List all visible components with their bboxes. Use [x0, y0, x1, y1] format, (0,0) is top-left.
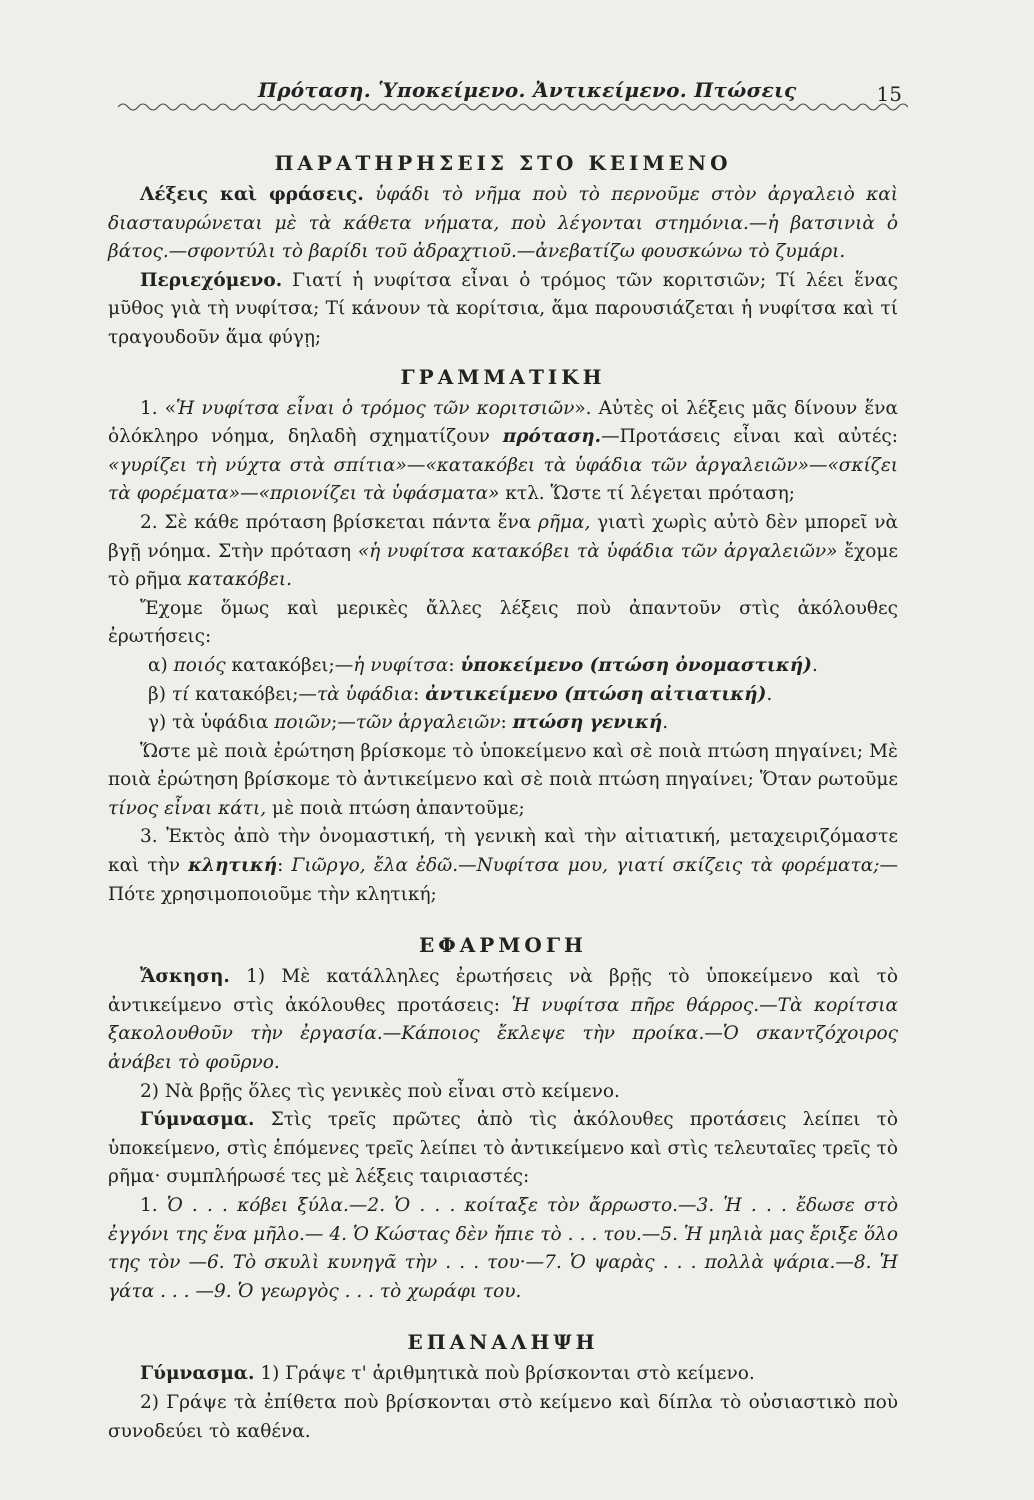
examples-run: Γιῶργο, ἔλα ἐδῶ.—Νυφίτσα μου, γιατί σκίζεις τὰ φορέματα;: [291, 855, 880, 877]
grammar-paragraph-2: [108, 509, 898, 595]
text-run: :: [500, 712, 513, 734]
text-run: ἔχομε τὸ ρῆμα: [108, 540, 899, 591]
gymnasma-paragraph: [108, 1106, 898, 1192]
text-run: 1) Μὲ κατάλληλες ἐρωτήσεις νὰ βρῇς τὸ ὑποκείμενο καὶ τὸ ἀντικείμενο στὶς ἀκόλουθες προτάσεις:: [108, 966, 898, 1016]
term-run: πτώση γενική: [512, 712, 663, 734]
term-run: πρόταση.: [502, 426, 602, 448]
text-run: 1.: [140, 1195, 167, 1216]
examples-run: «γυρίζει τὴ νύχτα στὰ σπίτια»—«κατακόβει τὰ ὑφάδια τῶν ἀργαλειῶν»—«σκίζει τὰ φορέματα»—«πριονίζει τὰ ὑφάσματα»: [108, 454, 898, 505]
qa-line-a: [108, 652, 898, 681]
text-run: 3. Ἐκτὸς ἀπὸ τὴν ὀνομαστική, τὴ γενικὴ καὶ τὴν αἰτιατική, μεταχειριζόμαστε καὶ τὴν: [108, 826, 898, 877]
review-heading: ΕΠΑΝΑΛΗΨΗ: [407, 1330, 599, 1355]
answer-run: ἡ νυφίτσα: [353, 654, 449, 676]
review-item-1: [108, 1360, 898, 1389]
grammar-paragraph-5: [108, 823, 898, 909]
text-run: .: [766, 683, 773, 705]
text-run: —Πότε χρησιμοποιοῦμε τὴν κλητική;: [108, 855, 898, 905]
items-run: Ὁ . . . κόβει ξύλα.—2. Ὁ . . . κοίταξε τὸν ἄρρωστο.—3. Ἡ . . . ἔδωσε στὸ ἐγγόνι της ἕνα μῆλο.— 4. Ὁ Κώστας δὲν ἤπιε τὸ . . . του.—5. Ἡ μηλιὰ μας ἔριξε ὅλο της τὸν —6. Τὸ σκυλὶ κυνηγᾶ τὴν . . . του·—7. Ὁ ψαρὰς . . . πολλὰ ψάρια.—8. Ἡ γάτα . . . —9. Ὁ γεωργὸς . . . τὸ χωράφι του.: [108, 1195, 898, 1302]
answer-run: τῶν ἀργαλειῶν: [355, 712, 501, 734]
words-paragraph: [108, 181, 898, 267]
qa-line-c: [108, 709, 898, 738]
text-run: μὲ ποιὰ πτώση ἀπαντοῦμε;: [266, 797, 525, 819]
grammar-heading: ΓΡΑΜΜΑΤΙΚΗ: [400, 364, 606, 389]
text-run: —Προτάσεις εἶναι καὶ αὐτές:: [601, 426, 898, 448]
page-header: [118, 78, 908, 118]
content-paragraph: [108, 267, 898, 353]
term-run: ρῆμα,: [538, 511, 591, 533]
grammar-paragraph-1: [108, 395, 898, 509]
text-run: :: [413, 683, 426, 705]
text-run: 2. Σὲ κάθε πρόταση βρίσκεται πάντα ἕνα: [140, 511, 539, 533]
content-text: Γιατί ἡ νυφίτσα εἶναι ὁ τρόμος τῶν κοριτσιῶν; Τί λέει ἕνας μῦθος γιὰ τὴ νυφίτσα; Τί κάνουν τὰ κορίτσια, ἅμα παρουσιάζεται ἡ νυφίτσα καὶ τί τραγουδοῦν ἅμα φύγῃ;: [108, 269, 898, 348]
review-item-2: 2) Γράψε τὰ ἐπίθετα ποὺ βρίσκονται στὸ κείμενο καὶ δίπλα τὸ οὐσιαστικὸ ποὺ συνοδεύει τὸ καθένα.: [108, 1391, 898, 1442]
sentences-run: Ἡ νυφίτσα πῆρε θάρρος.—Τὰ κορίτσια ξακολουθοῦν τὴν ἐργασία.—Κάποιος ἔκλεψε τὴν προίκα.—Ὁ σκαντζόχοιρος ἀνάβει τὸ φοῦρνο.: [108, 994, 898, 1074]
quote-run: «ἡ νυφίτσα κατακόβει τὰ ὑφάδια τῶν ἀργαλειῶν»: [357, 540, 838, 562]
text-run: β): [148, 683, 172, 705]
term-run: ὑποκείμενο (πτώση ὀνομαστική): [460, 654, 812, 676]
question-word: ποιῶν: [274, 712, 332, 734]
answer-run: τὰ ὑφάδια: [316, 683, 414, 705]
application-heading: ΕΦΑΡΜΟΓΗ: [419, 933, 587, 958]
exercise-1: [108, 963, 898, 1077]
wavy-rule: [118, 100, 908, 114]
text-run: γιατὶ χωρὶς αὐτὸ δὲν μπορεῖ νὰ βγῇ νόημα. Στὴν πρόταση: [108, 511, 899, 562]
verb-run: κατακόβει.: [187, 569, 293, 591]
question-run: τίνος εἶναι κάτι,: [108, 797, 267, 819]
text-run: Ὥστε μὲ ποιὰ ἐρώτηση βρίσκομε τὸ ὑποκείμενο καὶ σὲ ποιὰ πτώση πηγαίνει; Μὲ ποιὰ ἐρώτηση βρίσκομε τὸ ἀντικείμενο καὶ σὲ ποιὰ πτώση πηγαίνει; Ὅταν ρωτοῦμε: [108, 740, 898, 791]
text-run: :: [277, 855, 292, 877]
gymnasma-label: Γύμνασμα.: [140, 1363, 255, 1385]
text-run: κατακόβει;—: [225, 654, 354, 676]
text-run: ;—: [331, 712, 356, 734]
gymnasma-items: [108, 1192, 898, 1306]
text-run: γ) τὰ ὑφάδια: [148, 712, 275, 734]
text-run: .: [811, 654, 818, 676]
page-number: 15: [876, 82, 902, 106]
text-run: κατακόβει;—: [189, 683, 317, 705]
gymnasma-label: Γύμνασμα.: [140, 1109, 255, 1131]
words-label: Λέξεις καὶ φράσεις.: [140, 184, 364, 205]
words-text: ὑφάδι τὸ νῆμα ποὺ τὸ περνοῦμε στὸν ἀργαλειὸ καὶ διασταυρώνεται μὲ τὰ κάθετα νήματα, ποὺ λέγονται στημόνια.—ἡ βατσινιὰ ὁ βάτος.—σφοντύλι τὸ βαρίδι τοῦ ἀδραχτιοῦ.—ἀνεβατίζω φουσκώνω τὸ ζυμάρι.: [108, 184, 899, 263]
term-run: κλητική: [188, 855, 278, 877]
content-label: Περιεχόμενο.: [140, 269, 283, 291]
text-run: 1. «: [140, 397, 177, 419]
text-run: α): [148, 654, 174, 676]
text-run: .: [662, 712, 669, 734]
qa-line-b: [108, 681, 898, 710]
question-word: ποιός: [173, 654, 226, 676]
exercise-2: 2) Νὰ βρῇς ὅλες τὶς γενικὲς ποὺ εἶναι στὸ κείμενο.: [140, 1080, 620, 1102]
running-title: Πρόταση. Ὑποκείμενο. Ἀντικείμενο. Πτώσεις: [258, 78, 797, 102]
grammar-paragraph-3: Ἔχομε ὅμως καὶ μερικὲς ἄλλες λέξεις ποὺ ἀπαντοῦν στὶς ἀκόλουθες ἐρωτήσεις:: [108, 597, 898, 648]
grammar-paragraph-4: [108, 738, 898, 824]
page-content: [108, 145, 898, 1446]
text-run: 1) Γράψε τ' ἀριθμητικὰ ποὺ βρίσκονται στὸ κείμενο.: [254, 1363, 755, 1385]
text-run: :: [448, 654, 461, 676]
text-run: κτλ. Ὥστε τί λέγεται πρόταση;: [499, 483, 795, 505]
quote-run: Ἡ νυφίτσα εἶναι ὁ τρόμος τῶν κοριτσιῶν: [176, 397, 575, 419]
text-run: Στὶς τρεῖς πρῶτες ἀπὸ τὶς ἀκόλουθες προτάσεις λείπει τὸ ὑποκείμενο, στὶς ἑπόμενες τρεῖς λείπει τὸ ἀντικείμενο καὶ στὶς τελευταῖες τρεῖς τὸ ρῆμα· συμπλήρωσέ τες μὲ λέξεις ταιριαστές:: [108, 1109, 898, 1188]
term-run: ἀντικείμενο (πτώση αἰτιατική): [425, 683, 767, 705]
exercise-label: Ἄσκηση.: [140, 966, 230, 988]
observations-heading: ΠΑΡΑΤΗΡΗΣΕΙΣ ΣΤΟ ΚΕΙΜΕΝΟ: [274, 151, 732, 175]
question-word: τί: [171, 683, 190, 705]
text-run: ». Αὐτὲς οἱ λέξεις μᾶς δίνουν ἕνα ὁλόκληρο νόημα, δηλαδὴ σχηματίζουν: [108, 397, 898, 448]
